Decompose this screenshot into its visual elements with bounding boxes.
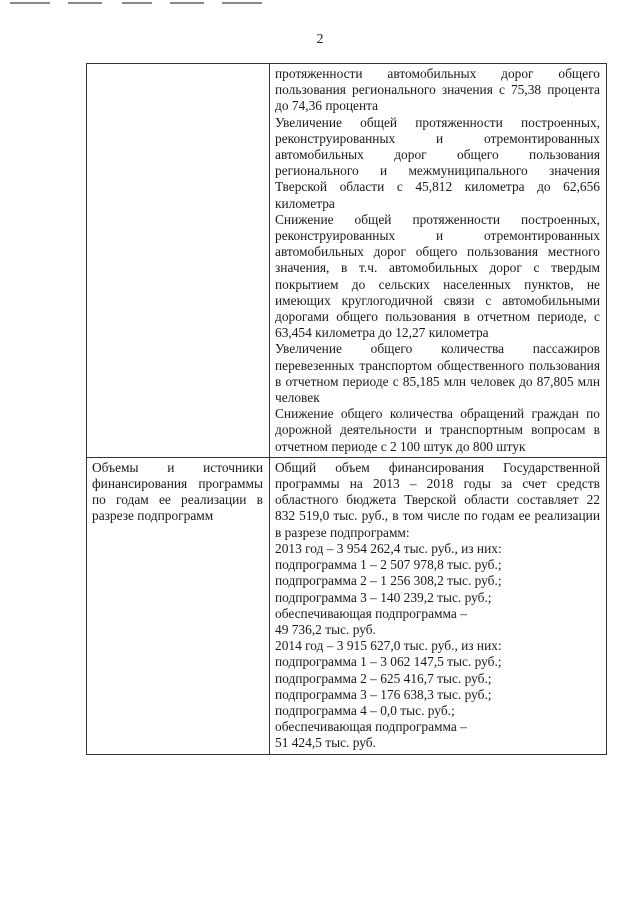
indicator-paragraph: Снижение общей протяженности построенных, реконструированных и отремонтированных автомобильных дорог общего пользования местного значения, в т.ч. автомобильных дорог с твердым покрытием до сельских населенных пунктов, не имеющих круглогодичной связи с автомобильными дорогами общего пользования в отчетном периоде, с 63,454 километра до 12,27 километра bbox=[275, 211, 600, 341]
financing-line: подпрограмма 3 – 140 239,2 тыс. руб.; bbox=[275, 589, 492, 605]
financing-line: обеспечивающая подпрограмма – bbox=[275, 605, 467, 621]
table-row bbox=[87, 457, 607, 754]
indicator-paragraph: протяженности автомобильных дорог общего пользования регионального значения с 75,38 процента до 74,36 процента bbox=[275, 66, 600, 114]
financing-cell bbox=[270, 457, 607, 754]
financing-line: 2014 год – 3 915 627,0 тыс. руб., из них: bbox=[275, 638, 502, 654]
page-number: 2 bbox=[316, 32, 324, 47]
scan-edge-marks bbox=[10, 0, 270, 6]
financing-line: подпрограмма 1 – 3 062 147,5 тыс. руб.; bbox=[275, 654, 502, 670]
financing-line: подпрограмма 4 – 0,0 тыс. руб.; bbox=[275, 702, 455, 718]
row-label-cell bbox=[87, 64, 270, 458]
table-row bbox=[87, 64, 607, 458]
financing-line: обеспечивающая подпрограмма – bbox=[275, 719, 467, 735]
financing-intro: Общий объем финансирования Государственной программы на 2013 – 2018 годы за счет средств областного бюджета Тверской области составляет 22 832 519,0 тыс. руб., в том числе по годам ее реализации в разрезе подпрограмм: bbox=[275, 459, 600, 540]
financing-line: подпрограмма 2 – 625 416,7 тыс. руб.; bbox=[275, 670, 492, 686]
indicators-cell bbox=[270, 64, 607, 458]
indicator-paragraph: Увеличение общего количества пассажиров перевезенных транспортом общественного пользования в отчетном периоде с 85,185 млн человек до 87,805 млн человек bbox=[275, 341, 600, 406]
financing-line: подпрограмма 3 – 176 638,3 тыс. руб.; bbox=[275, 686, 492, 702]
row-label-cell: Объемы и источники финансирования программы по годам ее реализации в разрезе подпрограмм bbox=[87, 457, 270, 754]
passport-table bbox=[86, 63, 607, 755]
financing-line: подпрограмма 2 – 1 256 308,2 тыс. руб.; bbox=[275, 573, 502, 589]
financing-line: 51 424,5 тыс. руб. bbox=[275, 735, 376, 751]
financing-line: подпрограмма 1 – 2 507 978,8 тыс. руб.; bbox=[275, 557, 502, 573]
financing-line: 49 736,2 тыс. руб. bbox=[275, 621, 376, 637]
financing-line: 2013 год – 3 954 262,4 тыс. руб., из них: bbox=[275, 540, 502, 556]
indicator-paragraph: Снижение общего количества обращений граждан по дорожной деятельности и транспортным вопросам в отчетном периоде с 2 100 штук до 800 штук bbox=[275, 406, 600, 454]
indicator-paragraph: Увеличение общей протяженности построенных, реконструированных и отремонтированных автомобильных дорог общего пользования регионального и межмуниципального значения Тверской области с 45,812 километра до 62,656 километра bbox=[275, 114, 600, 211]
